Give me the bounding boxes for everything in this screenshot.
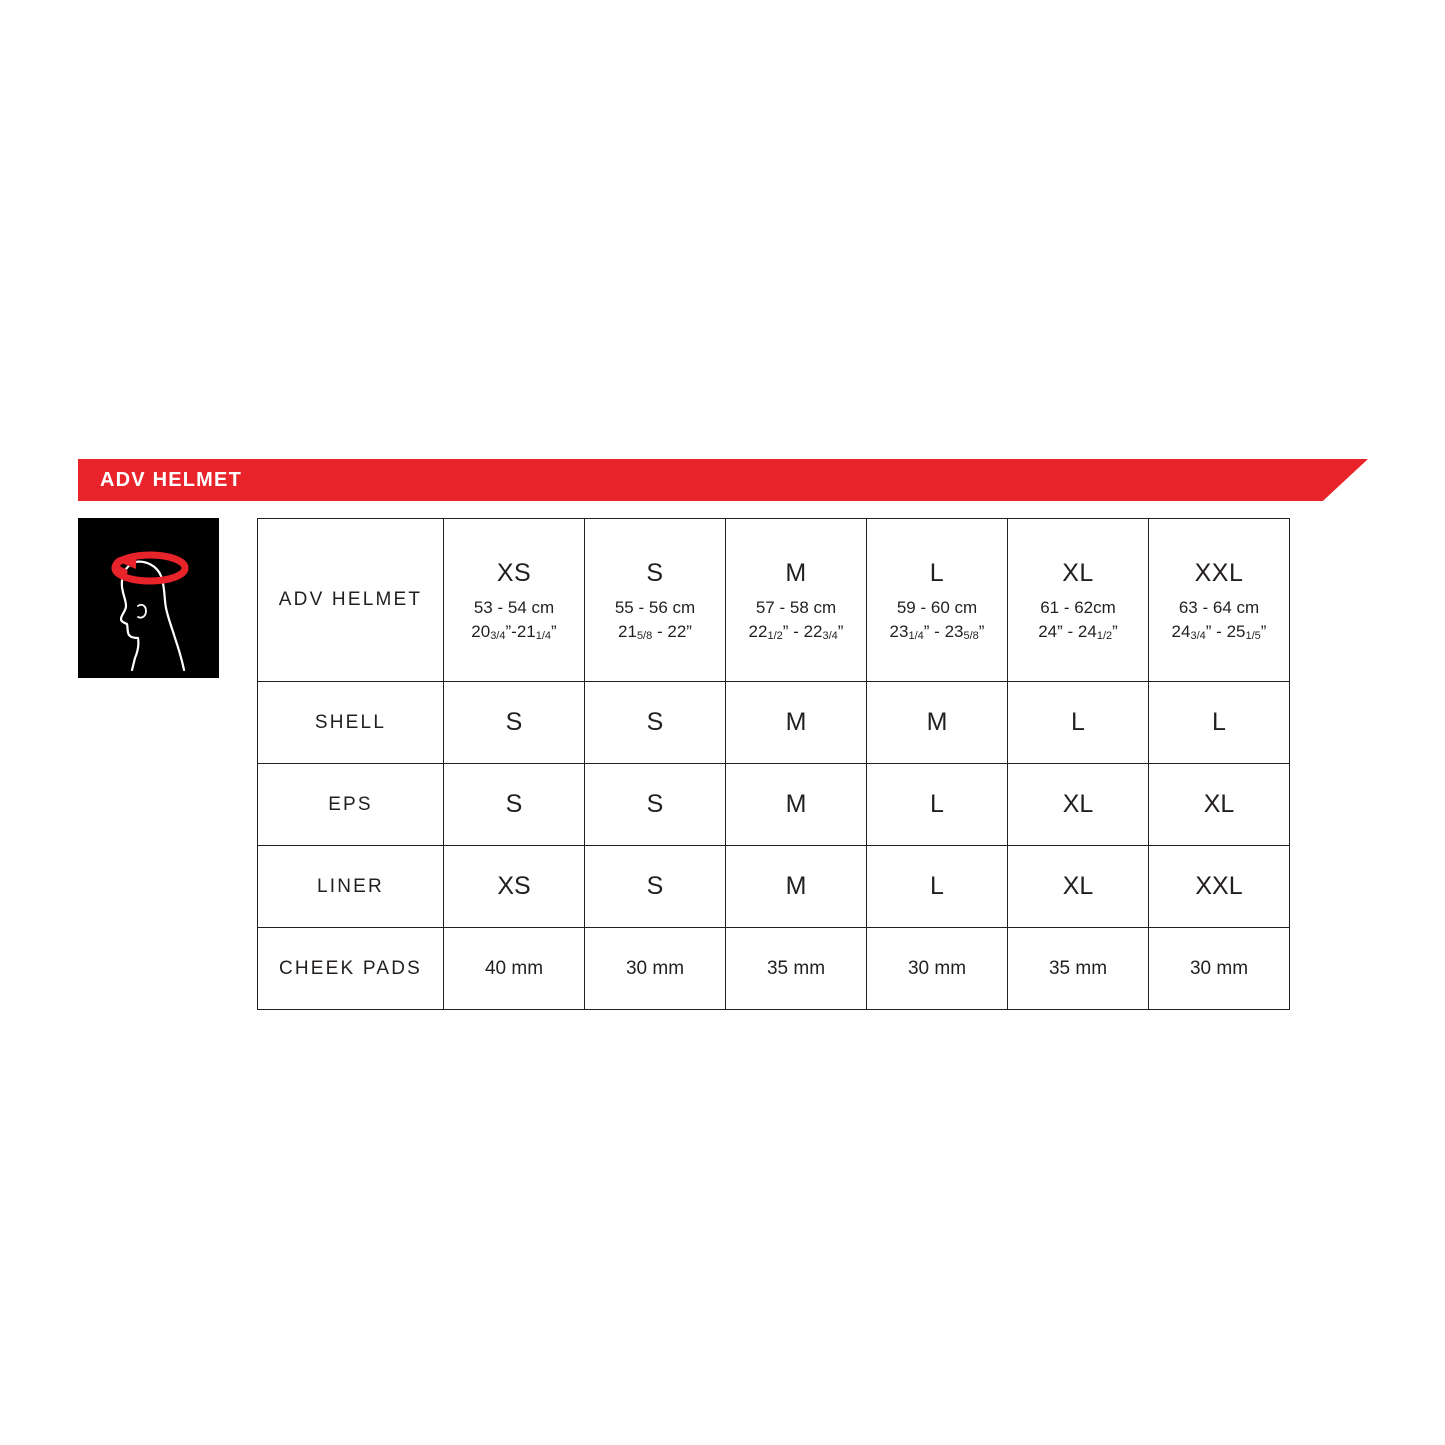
size-inch: $22_{1/2}$” - $22_{3/4}$”	[748, 621, 844, 642]
cell-value: M	[785, 872, 807, 900]
size-inch: 24” - $24_{1/2}$”	[1038, 621, 1118, 642]
cell-value: 30 mm	[625, 957, 685, 979]
table-row	[258, 764, 1290, 846]
cell-value: L	[1212, 708, 1226, 736]
size-inch: $20_{3/4}”-21_{1/4}$”	[471, 621, 557, 642]
table-cell	[1008, 928, 1149, 1010]
cell-value: 30 mm	[1189, 957, 1249, 979]
table-cell	[1008, 682, 1149, 764]
size-table	[257, 518, 1290, 1010]
table-header-row	[258, 519, 1290, 682]
size-cm: 61 - 62cm	[1040, 597, 1116, 617]
table-cell	[726, 682, 867, 764]
cell-value: 30 mm	[907, 957, 967, 979]
cell-value: 35 mm	[766, 957, 826, 979]
cell-value: S	[646, 872, 664, 900]
size-cm: 57 - 58 cm	[755, 597, 837, 617]
size-column-xs	[444, 519, 585, 682]
table-cell	[726, 764, 867, 846]
table-cell	[1008, 846, 1149, 928]
table-cell	[585, 682, 726, 764]
section-banner	[78, 459, 1368, 501]
cell-value: XXL	[1195, 872, 1243, 900]
size-name: L	[929, 558, 945, 587]
cell-value: XL	[1062, 790, 1094, 818]
table-cell	[867, 846, 1008, 928]
table-cell	[1149, 764, 1290, 846]
cell-value: S	[505, 790, 523, 818]
row-label: SHELL	[314, 711, 387, 733]
table-cell	[1149, 682, 1290, 764]
row-label: EPS	[328, 793, 373, 815]
table-row	[258, 682, 1290, 764]
cell-value: M	[785, 708, 807, 736]
table-cell	[1149, 928, 1290, 1010]
cell-value: S	[646, 708, 664, 736]
cell-value: L	[930, 790, 944, 818]
table-cell	[1149, 846, 1290, 928]
table-cell	[726, 928, 867, 1010]
row-label-cell	[258, 928, 444, 1010]
table-cell	[585, 846, 726, 928]
size-column-xxl	[1149, 519, 1290, 682]
size-cm: 53 - 54 cm	[473, 597, 555, 617]
table-cell	[585, 764, 726, 846]
cell-value: L	[1071, 708, 1085, 736]
banner-title: ADV HELMET	[100, 469, 242, 491]
size-column-xl	[1008, 519, 1149, 682]
size-name: S	[646, 558, 664, 587]
cell-value: S	[646, 790, 664, 818]
cell-value: L	[930, 872, 944, 900]
table-cell	[867, 764, 1008, 846]
table-cell	[444, 764, 585, 846]
cell-value: M	[785, 790, 807, 818]
cell-value: M	[926, 708, 948, 736]
table-cell	[444, 846, 585, 928]
head-measuring-tape-icon	[78, 518, 219, 678]
table-cell	[726, 846, 867, 928]
cell-value: S	[505, 708, 523, 736]
row-label-cell	[258, 846, 444, 928]
row-label: LINER	[317, 875, 384, 897]
table-cell	[867, 682, 1008, 764]
size-name: XL	[1062, 558, 1094, 587]
size-table-wrapper	[257, 518, 1289, 1010]
size-column-s	[585, 519, 726, 682]
table-cell	[867, 928, 1008, 1010]
size-inch: $23_{1/4}$” - $23_{5/8}$”	[889, 621, 985, 642]
row-label-cell	[258, 764, 444, 846]
size-column-m	[726, 519, 867, 682]
banner-shape	[78, 459, 1368, 501]
cell-value: XL	[1203, 790, 1235, 818]
row-label-cell	[258, 682, 444, 764]
table-cell	[444, 928, 585, 1010]
size-inch: $21_{5/8} - 22$”	[618, 621, 692, 642]
table-cell	[585, 928, 726, 1010]
size-name: M	[785, 558, 807, 587]
cell-value: 40 mm	[484, 957, 544, 979]
size-cm: 55 - 56 cm	[614, 597, 696, 617]
row-label-cell	[258, 519, 444, 682]
size-name: XXL	[1194, 558, 1244, 587]
cell-value: XS	[497, 872, 531, 900]
size-column-l	[867, 519, 1008, 682]
table-row	[258, 928, 1290, 1010]
row-label: ADV HELMET	[278, 589, 423, 610]
table-cell	[1008, 764, 1149, 846]
size-cm: 63 - 64 cm	[1178, 597, 1260, 617]
size-inch: $24_{3/4}$” - $25_{1/5}$”	[1171, 621, 1267, 642]
size-cm: 59 - 60 cm	[896, 597, 978, 617]
cell-value: 35 mm	[1048, 957, 1108, 979]
row-label: CHEEK PADS	[278, 957, 423, 979]
table-cell	[444, 682, 585, 764]
cell-value: XL	[1062, 872, 1094, 900]
size-name: XS	[496, 558, 532, 587]
table-row	[258, 846, 1290, 928]
